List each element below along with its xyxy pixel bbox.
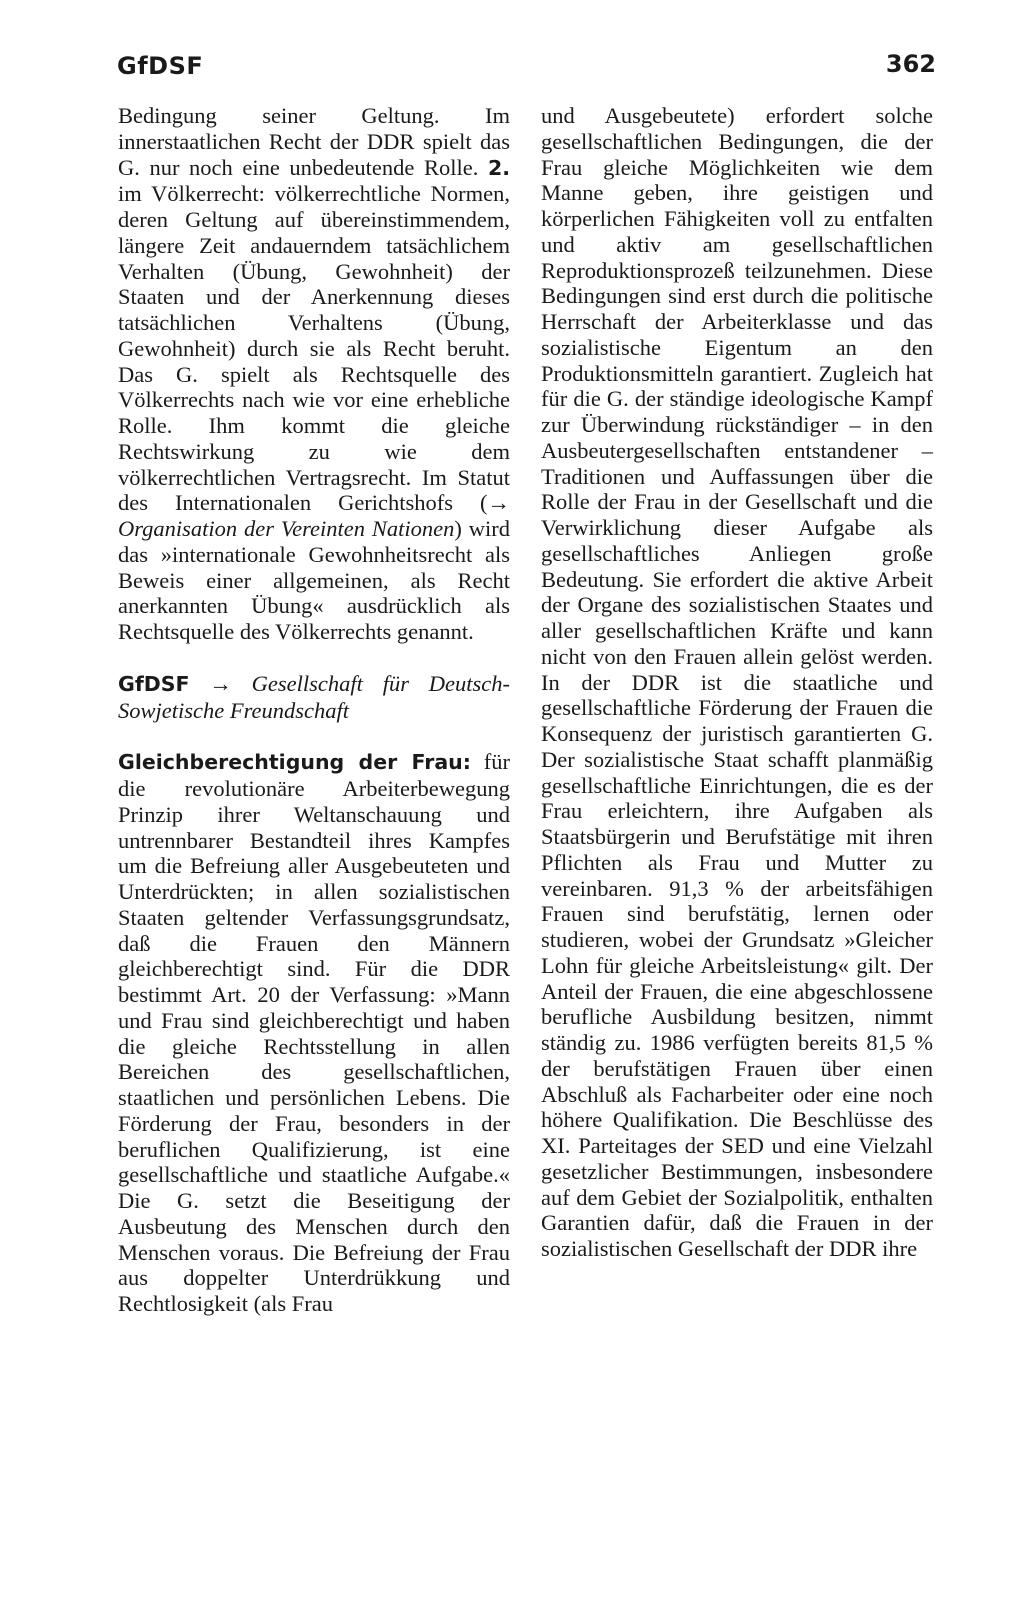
right-column — [541, 103, 933, 1262]
cross-ref-link[interactable]: Gesellschaft für Deutsch-Sowjetische Freundschaft — [118, 670, 510, 723]
continuation-text-2: im Völkerrecht: völkerrechtliche Normen, deren Geltung auf übereinstimmendem, längere Zeit andauerndem tatsächlichem Verhalten (Übung, Gewohnheit) der Staaten und der Anerkennung dieses tatsächlichen Verhaltens (Übung, Gewohnheit) durch sie als Recht beruht. Das G. spielt als Rechtsquelle des Völkerrechts nach wie vor eine erhebliche Rolle. Ihm kommt die gleiche Rechtswirkung zu wie dem völkerrechtlichen Vertragsrecht. Im Statut des Internationalen Gerichtshofs ( — [118, 181, 510, 516]
cross-ref-arrow: → — [487, 490, 510, 516]
entry-body-continuation: und Ausgebeutete) erfordert solche gesellschaftlichen Bedingungen, die der Frau gleiche Möglichkeiten wie dem Manne geben, ihre geistigen und körperlichen Fähigkeiten voll zu entfalten und aktiv am gesellschaftlichen Reproduktionsprozeß teilzunehmen. Diese Bedingungen sind erst durch die politische Herrschaft der Arbeiterklasse und das sozialistische Eigentum an den Produktionsmitteln garantiert. Zugleich hat für die G. der ständige ideologische Kampf zur Überwindung rückständiger – in den Ausbeutergesellschaften entstandener – Traditionen und Auffassungen über die Rolle der Frau in der Gesellschaft und die Verwirklichung dieser Aufgabe als gesellschaftliches Anliegen große Bedeutung. Sie erfordert die aktive Arbeit der Organe des sozialistischen Staates und aller gesellschaftlichen Kräfte und kann nicht von den Frauen allein gelöst werden. In der DDR ist die staatliche und gesellschaftliche Förderung der Frauen die Konsequenz der juristisch garantierten G. Der sozialistische Staat schafft planmäßig gesellschaftliche Einrichtungen, die es der Frau erleichtern, ihre Aufgaben als Staatsbürgerin und Berufstätige mit ihren Pflichten als Frau und Mutter zu vereinbaren. 91,3 % der arbeitsfähigen Frauen sind berufstätig, lernen oder studieren, wobei der Grundsatz »Gleicher Lohn für gleiche Arbeitsleistung« gilt. Der Anteil der Frauen, die eine abgeschlossene berufliche Ausbildung besitzen, nimmt ständig zu. 1986 verfügten bereits 81,5 % der berufstätigen Frauen über einen Abschluß als Facharbeiter oder eine noch höhere Qualifikation. Die Beschlüsse des XI. Parteitages der SED und eine Vielzahl gesetzlicher Bestimmungen, insbesondere auf dem Gebiet der Sozialpolitik, enthalten Garantien dafür, daß die Frauen in der sozialistischen Gesellschaft der DDR ihre — [541, 103, 933, 1261]
page-number: 362 — [885, 50, 936, 78]
entry-continuation — [118, 103, 510, 645]
headword-gleichberechtigung: Gleichberechtigung der Frau: — [118, 750, 471, 775]
cross-ref-link[interactable]: Organisation der Vereinten Nationen — [118, 516, 455, 541]
left-column — [118, 103, 510, 1317]
entry-body-text: für die revolutionäre Arbeiterbewegung Prinzip ihrer Weltanschauung und untrennbarer Bestandteil ihres Kampfes um die Befreiung aller Ausgebeuteten und Unterdrückten; in allen sozialistischen Staaten geltender Verfassungsgrundsatz, daß die Frauen den Männern gleichberechtigt sind. Für die DDR bestimmt Art. 20 der Verfassung: »Mann und Frau sind gleichberechtigt und haben die gleiche Rechtsstellung in allen Bereichen des gesellschaftlichen, staatlichen und persönlichen Lebens. Die Förderung der Frau, besonders in der beruflichen Qualifizierung, ist eine gesellschaftliche und staatliche Aufgabe.« Die G. setzt die Beseitigung der Ausbeutung des Menschen durch den Menschen voraus. Die Befreiung der Frau aus doppelter Unterdrükkung und Rechtlosigkeit (als Frau — [118, 749, 510, 1316]
sense-number-2: 2. — [487, 155, 510, 180]
continuation-text-3: ) wird das »internationale Gewohnheitsrecht als Beweis einer allgemeinen, als Recht anerkannten Übung« ausdrücklich als Rechtsquelle des Völkerrechts genannt. — [118, 516, 510, 644]
cross-ref-arrow: → — [189, 670, 232, 696]
headword-gfdsf: GfDSF — [118, 671, 190, 696]
running-head: GfDSF — [117, 52, 204, 80]
entry-gleichberechtigung — [118, 749, 510, 1317]
entry-gfdsf — [118, 671, 510, 724]
continuation-text-1: Bedingung seiner Geltung. Im innerstaatlichen Recht der DDR spielt das G. nur noch eine unbedeutende Rolle. — [118, 103, 510, 180]
